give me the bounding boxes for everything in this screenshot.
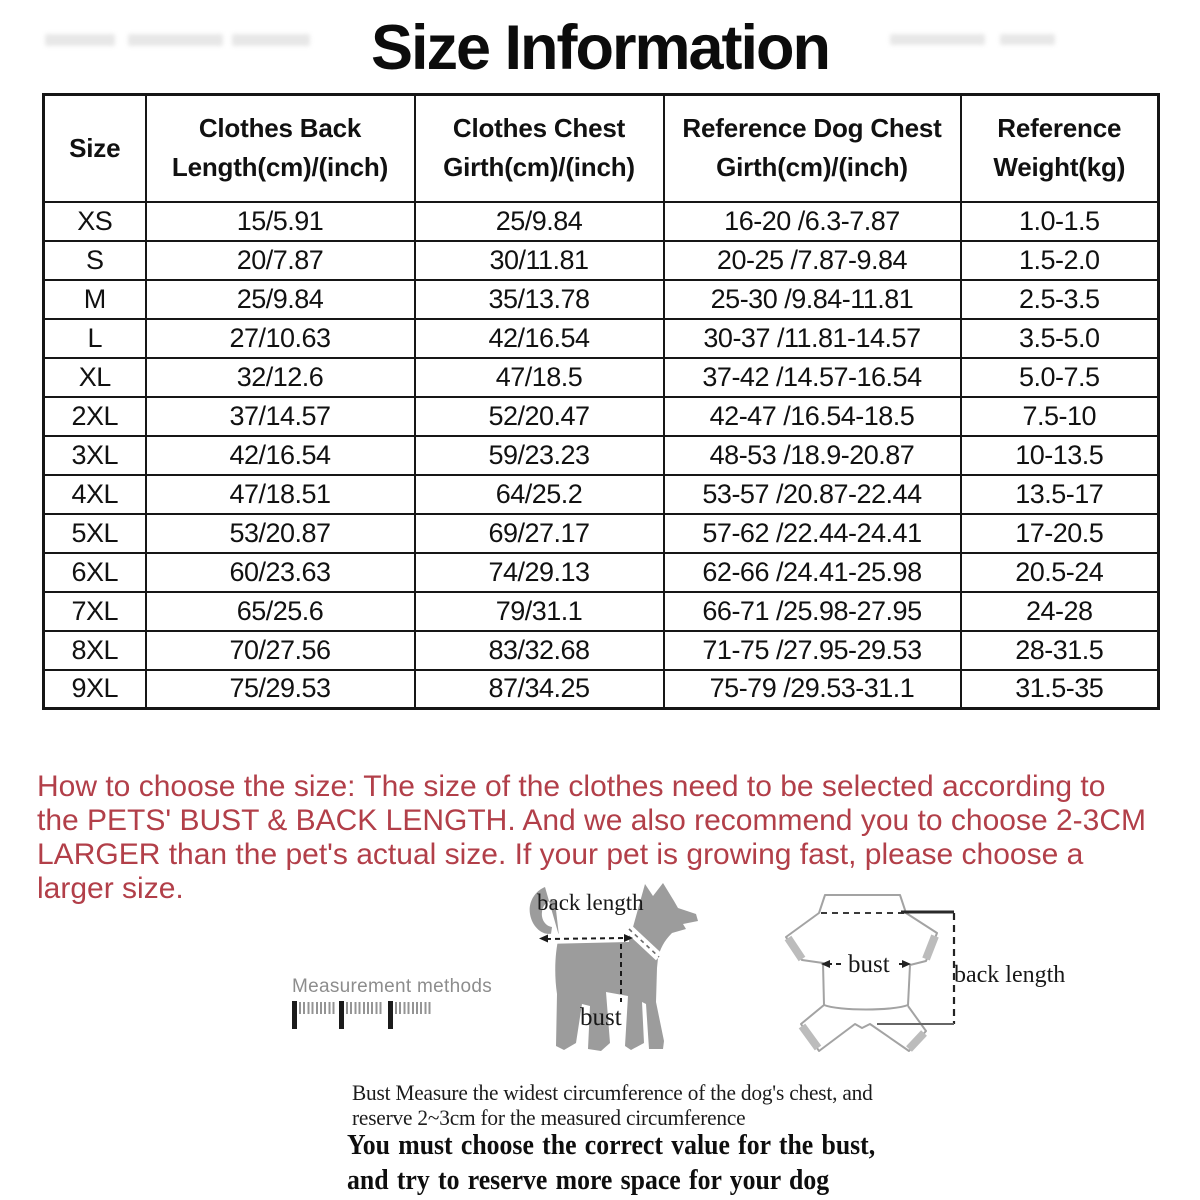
ruler-graphic: [292, 1001, 437, 1031]
table-row: [44, 358, 1159, 397]
value-cell: 25/9.84: [415, 202, 664, 241]
value-cell: 7.5-10: [961, 397, 1159, 436]
table-row: [44, 202, 1159, 241]
how-to-choose-line: LARGER than the pet's actual size. If your pet is growing fast, please choose a: [37, 838, 1084, 871]
value-cell: 5.0-7.5: [961, 358, 1159, 397]
value-cell: 87/34.25: [415, 670, 664, 709]
value-cell: 53-57 /20.87-22.44: [664, 475, 961, 514]
choose-correct-value-note: [347, 1128, 875, 1198]
value-cell: 83/32.68: [415, 631, 664, 670]
size-cell: S: [44, 241, 146, 280]
table-row: [44, 436, 1159, 475]
col-header-weight: Reference Weight(kg): [961, 95, 1159, 202]
dog-bust-label: bust: [580, 1004, 622, 1031]
value-cell: 70/27.56: [146, 631, 415, 670]
value-cell: 20/7.87: [146, 241, 415, 280]
size-cell: 4XL: [44, 475, 146, 514]
bust-note-line: Bust Measure the widest circumference of the dog's chest, and: [352, 1080, 873, 1105]
size-cell: 8XL: [44, 631, 146, 670]
col-header-size: Size: [44, 95, 146, 202]
value-cell: 47/18.51: [146, 475, 415, 514]
size-table: [42, 93, 1160, 710]
table-row: [44, 631, 1159, 670]
size-cell: 7XL: [44, 592, 146, 631]
value-cell: 16-20 /6.3-7.87: [664, 202, 961, 241]
table-header-row: [44, 95, 1159, 202]
bust-measure-note: [352, 1081, 873, 1130]
value-cell: 52/20.47: [415, 397, 664, 436]
ruler-ticks-icon: [346, 1002, 384, 1014]
size-cell: XS: [44, 202, 146, 241]
value-cell: 64/25.2: [415, 475, 664, 514]
value-cell: 31.5-35: [961, 670, 1159, 709]
value-cell: 27/10.63: [146, 319, 415, 358]
value-cell: 74/29.13: [415, 553, 664, 592]
value-cell: 59/23.23: [415, 436, 664, 475]
value-cell: 62-66 /24.41-25.98: [664, 553, 961, 592]
value-cell: 75/29.53: [146, 670, 415, 709]
value-cell: 71-75 /27.95-29.53: [664, 631, 961, 670]
value-cell: 25/9.84: [146, 280, 415, 319]
size-cell: M: [44, 280, 146, 319]
ruler-bar-icon: [339, 1001, 344, 1029]
value-cell: 35/13.78: [415, 280, 664, 319]
value-cell: 37/14.57: [146, 397, 415, 436]
measurement-methods-label: Measurement methods: [292, 976, 493, 997]
value-cell: 79/31.1: [415, 592, 664, 631]
size-cell: XL: [44, 358, 146, 397]
ruler-bar-icon: [292, 1001, 297, 1029]
table-row: [44, 670, 1159, 709]
value-cell: 30/11.81: [415, 241, 664, 280]
ruler-bar-icon: [388, 1001, 393, 1029]
value-cell: 69/27.17: [415, 514, 664, 553]
table-row: [44, 397, 1159, 436]
value-cell: 66-71 /25.98-27.95: [664, 592, 961, 631]
value-cell: 57-62 /22.44-24.41: [664, 514, 961, 553]
value-cell: 42/16.54: [146, 436, 415, 475]
value-cell: 65/25.6: [146, 592, 415, 631]
col-header-back-length: Clothes Back Length(cm)/(inch): [146, 95, 415, 202]
value-cell: 1.5-2.0: [961, 241, 1159, 280]
value-cell: 30-37 /11.81-14.57: [664, 319, 961, 358]
value-cell: 2.5-3.5: [961, 280, 1159, 319]
value-cell: 10-13.5: [961, 436, 1159, 475]
value-cell: 17-20.5: [961, 514, 1159, 553]
ruler-ticks-icon: [395, 1002, 433, 1014]
size-table-body: [44, 202, 1159, 709]
page-title: Size Information: [370, 13, 830, 83]
size-cell: 2XL: [44, 397, 146, 436]
table-row: [44, 241, 1159, 280]
value-cell: 75-79 /29.53-31.1: [664, 670, 961, 709]
value-cell: 1.0-1.5: [961, 202, 1159, 241]
table-row: [44, 475, 1159, 514]
value-cell: 60/23.63: [146, 553, 415, 592]
size-cell: 3XL: [44, 436, 146, 475]
value-cell: 20.5-24: [961, 553, 1159, 592]
value-cell: 32/12.6: [146, 358, 415, 397]
col-header-dog-chest-girth: Reference Dog Chest Girth(cm)/(inch): [664, 95, 961, 202]
ruler-ticks-icon: [299, 1002, 337, 1014]
value-cell: 37-42 /14.57-16.54: [664, 358, 961, 397]
size-cell: 9XL: [44, 670, 146, 709]
dog-back-length-label: back length: [537, 890, 644, 915]
size-cell: 5XL: [44, 514, 146, 553]
size-cell: 6XL: [44, 553, 146, 592]
value-cell: 3.5-5.0: [961, 319, 1159, 358]
value-cell: 13.5-17: [961, 475, 1159, 514]
how-to-choose-line: How to choose the size: The size of the clothes need to be selected according to: [37, 770, 1106, 803]
emphasis-line: and try to reserve more space for your dog: [347, 1165, 830, 1196]
value-cell: 42-47 /16.54-18.5: [664, 397, 961, 436]
value-cell: 24-28: [961, 592, 1159, 631]
col-header-chest-girth: Clothes Chest Girth(cm)/(inch): [415, 95, 664, 202]
table-row: [44, 280, 1159, 319]
emphasis-line: You must choose the correct value for the bust,: [347, 1130, 876, 1161]
size-cell: L: [44, 319, 146, 358]
value-cell: 53/20.87: [146, 514, 415, 553]
bust-note-line: reserve 2~3cm for the measured circumference: [352, 1104, 746, 1130]
table-row: [44, 592, 1159, 631]
value-cell: 15/5.91: [146, 202, 415, 241]
table-row: [44, 514, 1159, 553]
table-row: [44, 553, 1159, 592]
how-to-choose-line: the PETS' BUST & BACK LENGTH. And we also recommend you to choose 2-3CM: [37, 804, 1146, 837]
value-cell: 20-25 /7.87-9.84: [664, 241, 961, 280]
garment-back-length-label: back length: [954, 962, 1066, 988]
value-cell: 48-53 /18.9-20.87: [664, 436, 961, 475]
how-to-choose-line: larger size.: [37, 872, 184, 905]
garment-bust-label: bust: [843, 951, 895, 979]
table-row: [44, 319, 1159, 358]
value-cell: 28-31.5: [961, 631, 1159, 670]
value-cell: 47/18.5: [415, 358, 664, 397]
value-cell: 25-30 /9.84-11.81: [664, 280, 961, 319]
value-cell: 42/16.54: [415, 319, 664, 358]
